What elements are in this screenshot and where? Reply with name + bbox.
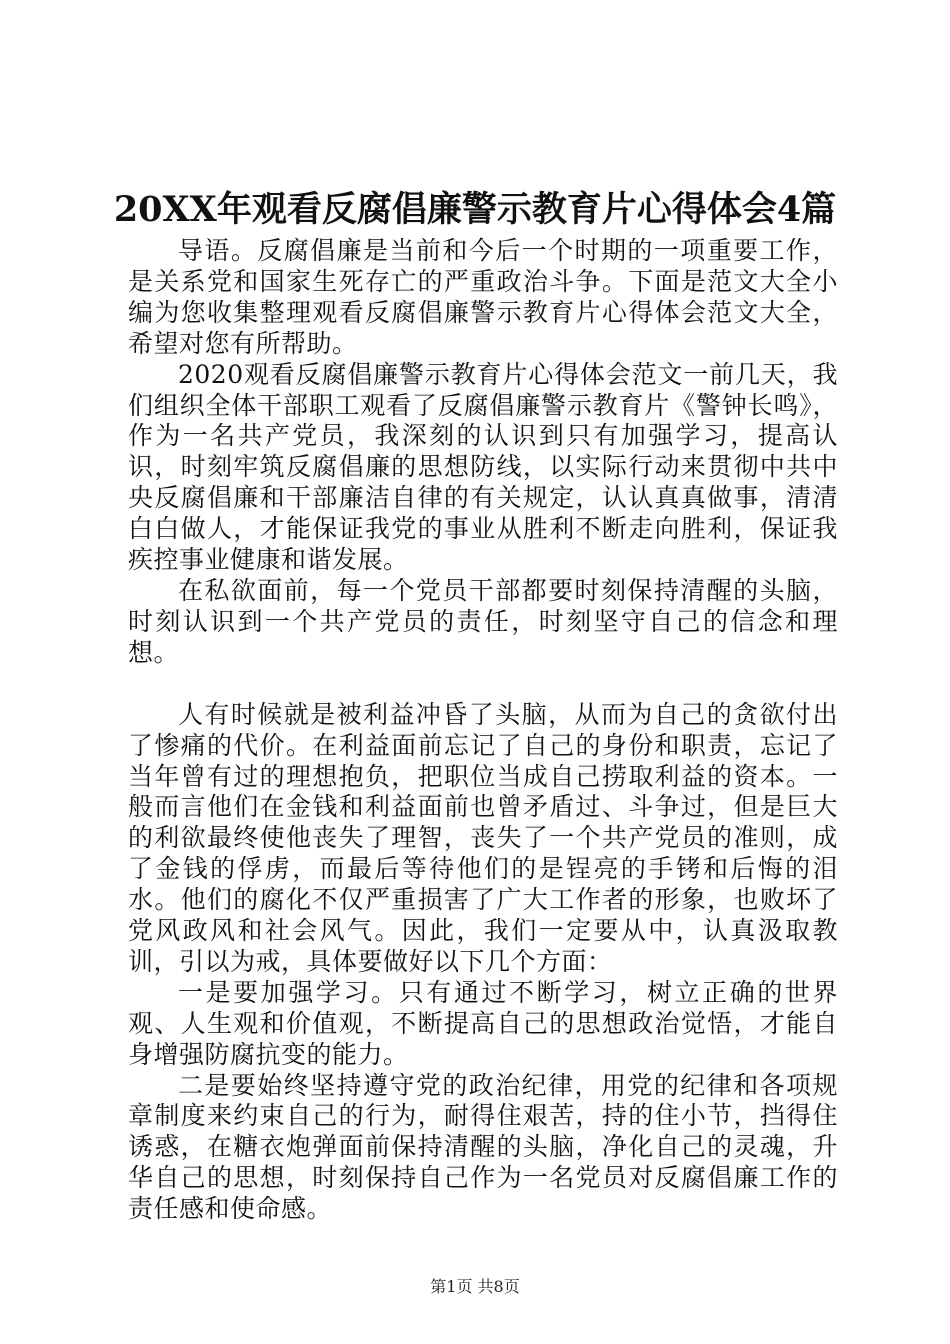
- document-body: [128, 236, 838, 1225]
- page-number-footer: 第1页 共8页: [430, 1277, 520, 1296]
- document-title: 20XX年观看反腐倡廉警示教育片心得体会4篇: [113, 189, 837, 230]
- paragraph-point-two: 二是要始终坚持遵守党的政治纪律，用党的纪律和各项规章制度来约束自己的行为，耐得住艰苦，持的住小节，挡得住诱惑，在糖衣炮弹面前保持清醒的头脑，净化自己的灵魂，升华自己的思想，时刻保持自己作为一名党员对反腐倡廉工作的责任感和使命感。: [128, 1070, 838, 1224]
- paragraph-interest: 人有时候就是被利益冲昏了头脑，从而为自己的贪欲付出了惨痛的代价。在利益面前忘记了自己的身份和职责，忘记了当年曾有过的理想抱负，把职位当成自己捞取利益的资本。一般而言他们在金钱和利益面前也曾矛盾过、斗争过，但是巨大的利欲最终使他丧失了理智，丧失了一个共产党员的准则，成了金钱的俘虏，而最后等待他们的是锃亮的手铐和后悔的泪水。他们的腐化不仅严重损害了广大工作者的形象，也败坏了党风政风和社会风气。因此，我们一定要从中，认真汲取教训，引以为戒，具体要做好以下几个方面：: [128, 699, 838, 976]
- paragraph-point-one: 一是要加强学习。只有通过不断学习，树立正确的世界观、人生观和价值观，不断提高自己的思想政治觉悟，才能自身增强防腐抗变的能力。: [128, 977, 838, 1069]
- paragraph-essay-one: 2020观看反腐倡廉警示教育片心得体会范文一前几天，我们组织全体干部职工观看了反腐倡廉警示教育片《警钟长鸣》，作为一名共产党员，我深刻的认识到只有加强学习，提高认识，时刻牢筑反腐倡廉的思想防线，以实际行动来贯彻中共中央反腐倡廉和干部廉洁自律的有关规定，认认真真做事，清清白白做人，才能保证我党的事业从胜利不断走向胜利，保证我疾控事业健康和谐发展。: [128, 359, 838, 575]
- paragraph-intro: 导语。反腐倡廉是当前和今后一个时期的一项重要工作，是关系党和国家生死存亡的严重政治斗争。下面是范文大全小编为您收集整理观看反腐倡廉警示教育片心得体会范文大全，希望对您有所帮助。: [128, 236, 838, 358]
- paragraph-selfish-desire: 在私欲面前，每一个党员干部都要时刻保持清醒的头脑，时刻认识到一个共产党员的责任，时刻坚守自己的信念和理想。: [128, 575, 838, 667]
